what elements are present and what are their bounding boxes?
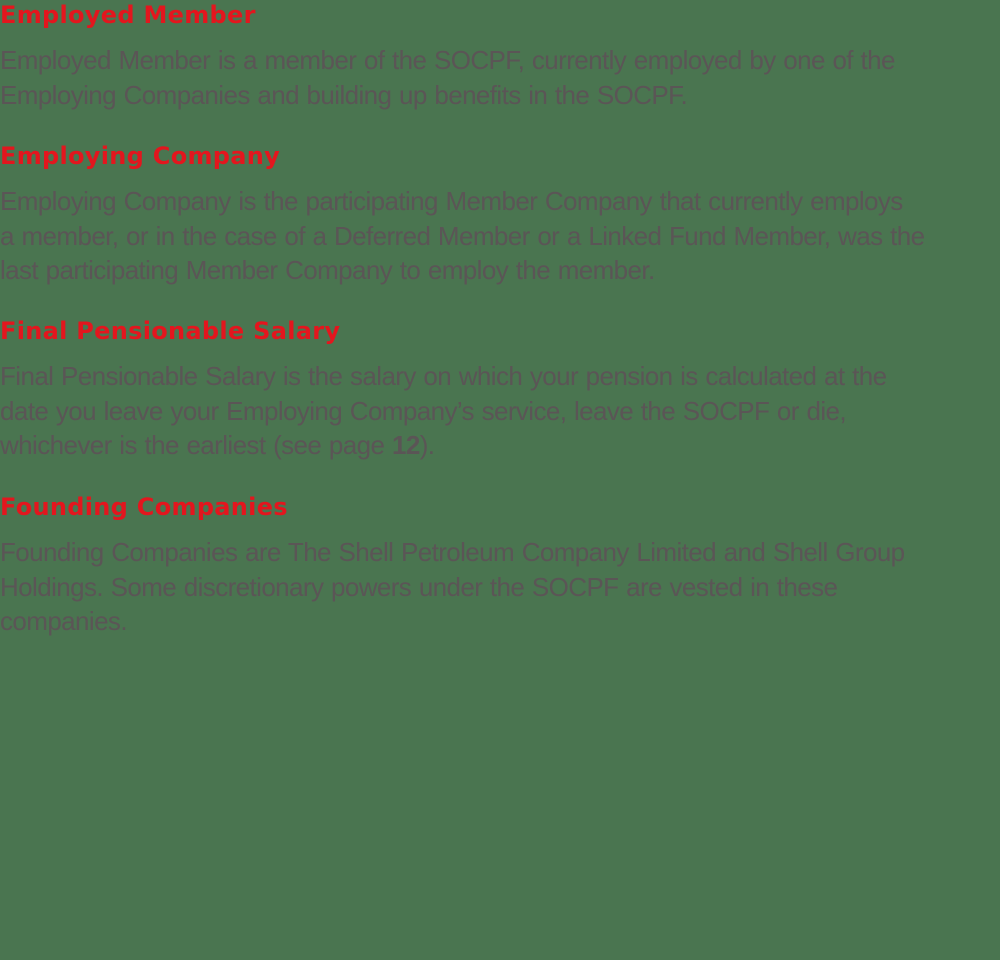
glossary-term: Founding Companies (0, 493, 288, 521)
definition-line: Employing Company is the participating Member Company that currently employs (0, 186, 903, 216)
glossary-definition (0, 359, 886, 463)
glossary-entry-final-pensionable-salary (0, 316, 886, 463)
glossary-entry-founding-companies (0, 492, 905, 639)
glossary-entry-employing-company (0, 141, 924, 288)
definition-line: Founding Companies are The Shell Petroleum Company Limited and Shell Group (0, 537, 905, 567)
definition-line: companies. (0, 606, 127, 636)
definition-line: date you leave your Employing Company’s service, leave the SOCPF or die, (0, 395, 846, 426)
definition-text: whichever is the earliest (see page (0, 430, 392, 460)
definition-line: a member, or in the case of a Deferred Member or a Linked Fund Member, was the (0, 220, 925, 251)
definition-line: Holdings. Some discretionary powers under the SOCPF are vested in these (0, 571, 838, 602)
glossary-entry-employed-member (0, 0, 895, 112)
glossary-term: Final Pensionable Salary (0, 317, 341, 345)
definition-line: Employed Member is a member of the SOCPF, currently employed by one of the (0, 45, 895, 75)
definition-line: last participating Member Company to employ the member. (0, 255, 655, 285)
definition-line (0, 428, 886, 463)
definition-line: Employing Companies and building up benefits in the SOCPF. (0, 79, 688, 110)
glossary-term: Employing Company (0, 142, 281, 170)
page-reference: 12 (391, 430, 420, 460)
definition-line: Final Pensionable Salary is the salary on which your pension is calculated at the (0, 361, 887, 391)
glossary-definition (0, 184, 924, 288)
glossary-definition (0, 43, 895, 112)
glossary-term: Employed Member (0, 1, 256, 29)
glossary-definition (0, 535, 905, 639)
definition-text: ). (419, 430, 435, 460)
